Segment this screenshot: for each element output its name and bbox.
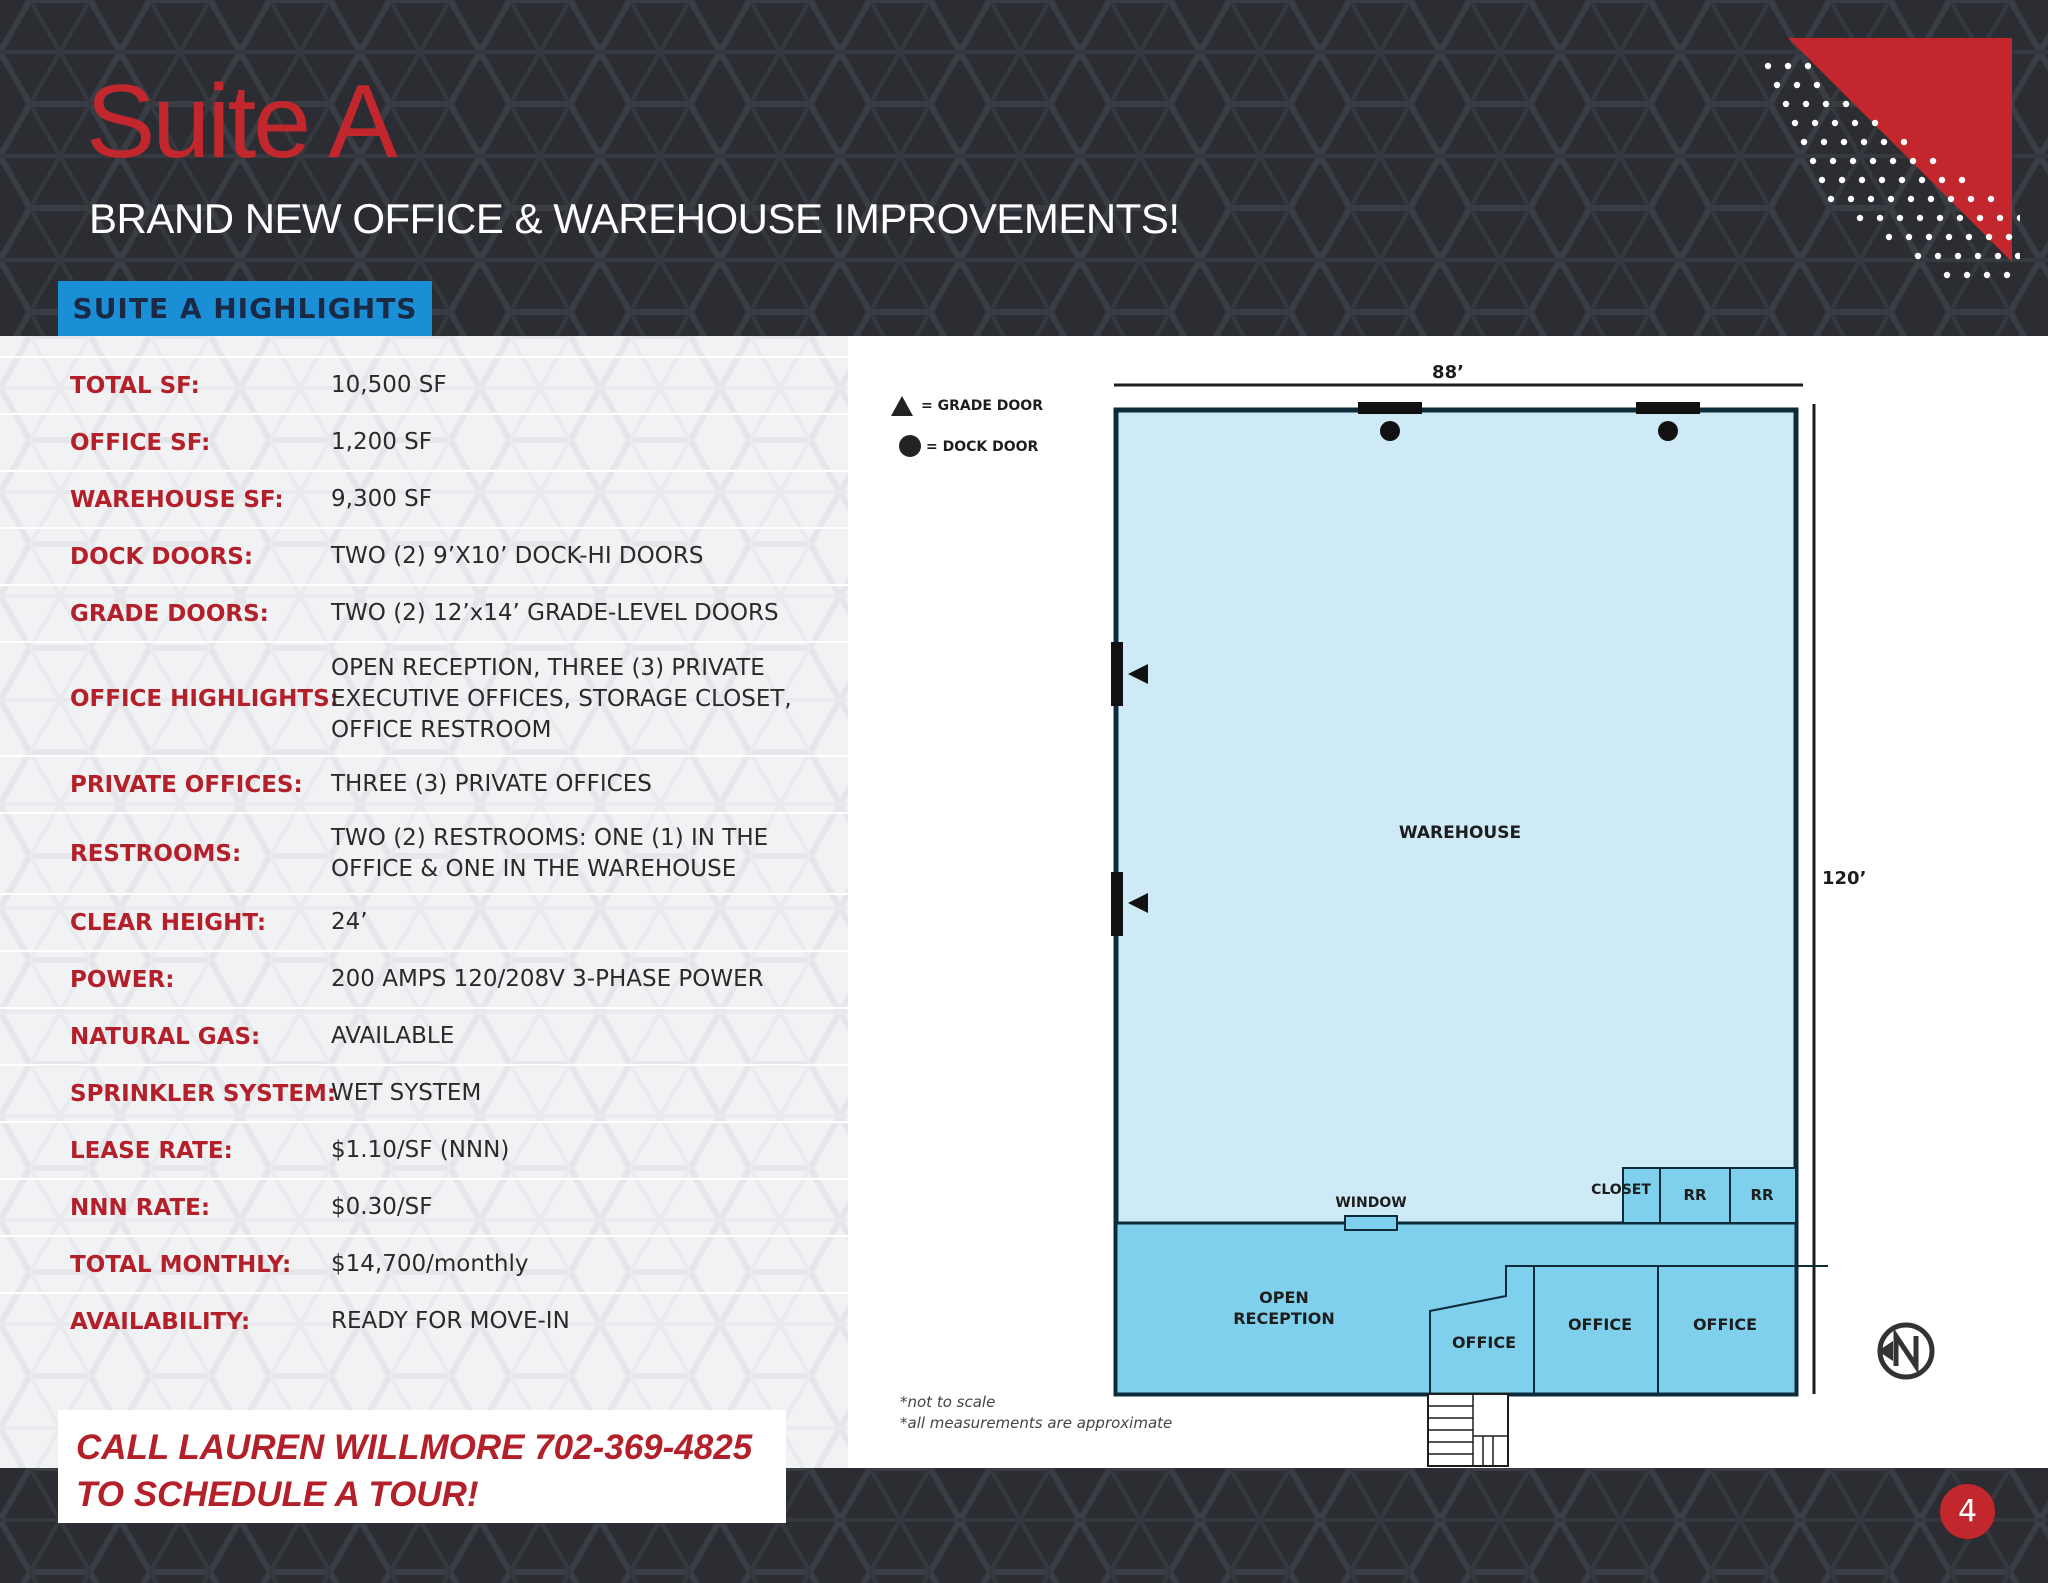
- dock-door-1-icon: [1380, 421, 1400, 441]
- note-approximate: *all measurements are approximate: [900, 1414, 1173, 1432]
- highlight-value: READY FOR MOVE-IN: [331, 1308, 570, 1334]
- warehouse-label: WAREHOUSE: [1398, 823, 1522, 843]
- dock-door-legend-icon: [899, 435, 921, 457]
- highlight-label: GRADE DOORS:: [70, 600, 269, 627]
- highlight-row: [0, 812, 848, 893]
- highlight-row: [0, 1007, 848, 1064]
- highlight-row: [0, 893, 848, 950]
- highlights-tab: SUITE A HIGHLIGHTS: [58, 281, 432, 336]
- window-label: WINDOW: [1335, 1195, 1407, 1211]
- highlight-value: 200 AMPS 120/208V 3-PHASE POWER: [331, 966, 764, 992]
- dock-door-2: [1636, 402, 1700, 414]
- highlight-label: POWER:: [70, 966, 175, 993]
- open-reception-label-2: RECEPTION: [1233, 1309, 1335, 1328]
- highlight-label: NATURAL GAS:: [70, 1023, 261, 1050]
- office-area: [1116, 1223, 1796, 1394]
- highlight-row: [0, 950, 848, 1007]
- call-to-action-box: [58, 1410, 786, 1523]
- floor-plan: [848, 336, 2048, 1468]
- highlight-row: [0, 413, 848, 470]
- dock-door-2-icon: [1658, 421, 1678, 441]
- north-arrow-icon: [1878, 1325, 1932, 1377]
- highlight-label: NNN RATE:: [70, 1194, 211, 1221]
- highlight-value: AVAILABLE: [331, 1023, 455, 1049]
- highlight-value: 1,200 SF: [331, 429, 432, 455]
- cta-line-2: TO SCHEDULE A TOUR!: [76, 1475, 479, 1514]
- highlight-value: TWO (2) RESTROOMS: ONE (1) IN THE OFFICE & ONE IN THE WAREHOUSE: [331, 824, 769, 882]
- highlight-row: [0, 755, 848, 812]
- highlight-label: AVAILABILITY:: [70, 1308, 251, 1335]
- legend-dock-door: = DOCK DOOR: [926, 439, 1039, 455]
- width-dimension: 88’: [1432, 362, 1464, 383]
- highlight-row: [0, 470, 848, 527]
- highlight-label: CLEAR HEIGHT:: [70, 909, 267, 936]
- highlight-label: TOTAL SF:: [70, 372, 200, 399]
- floor-plan-drawing: [848, 336, 2048, 1468]
- grade-door-legend-icon: [891, 396, 913, 416]
- highlight-value: 9,300 SF: [331, 486, 432, 512]
- highlight-label: OFFICE SF:: [70, 429, 211, 456]
- highlight-row: [0, 1235, 848, 1292]
- highlight-value: OPEN RECEPTION, THREE (3) PRIVATE EXECUTIVE OFFICES, STORAGE CLOSET, OFFICE RESTROOM: [331, 654, 792, 743]
- highlight-row: [0, 1178, 848, 1235]
- red-triangle-dots-decoration: [1760, 30, 2020, 300]
- office-3-label: OFFICE: [1692, 1315, 1758, 1334]
- highlight-row: [0, 527, 848, 584]
- highlight-row: [0, 1064, 848, 1121]
- window: [1345, 1216, 1397, 1230]
- grade-door-2: [1111, 872, 1123, 936]
- note-not-to-scale: *not to scale: [900, 1393, 996, 1411]
- grade-door-1: [1111, 642, 1123, 706]
- cta-line-1: CALL LAUREN WILLMORE 702-369-4825: [76, 1428, 753, 1467]
- office-2-label: OFFICE: [1567, 1315, 1633, 1334]
- highlight-row: [0, 356, 848, 413]
- highlight-value: $1.10/SF (NNN): [331, 1137, 510, 1163]
- highlight-label: TOTAL MONTHLY:: [70, 1251, 292, 1278]
- highlight-value: TWO (2) 12’x14’ GRADE-LEVEL DOORS: [331, 600, 779, 626]
- highlight-row: [0, 1292, 848, 1349]
- page-subtitle: BRAND NEW OFFICE & WAREHOUSE IMPROVEMENTS!: [89, 195, 1180, 242]
- dock-door-1: [1358, 402, 1422, 414]
- height-dimension: 120’: [1822, 868, 1867, 889]
- highlight-row: [0, 1121, 848, 1178]
- highlight-label: RESTROOMS:: [70, 840, 242, 867]
- highlight-value: 24’: [331, 909, 368, 935]
- highlight-row: [0, 641, 848, 755]
- office-1-label: OFFICE: [1451, 1333, 1517, 1352]
- page-title: Suite A: [86, 64, 395, 180]
- legend-grade-door: = GRADE DOOR: [921, 398, 1043, 414]
- highlight-label: DOCK DOORS:: [70, 543, 254, 570]
- closet-label: CLOSET: [1591, 1182, 1651, 1198]
- highlight-value: TWO (2) 9’X10’ DOCK-HI DOORS: [331, 543, 704, 569]
- highlight-label: SPRINKLER SYSTEM:: [70, 1080, 337, 1107]
- highlight-value: 10,500 SF: [331, 372, 447, 398]
- open-reception-label-1: OPEN: [1259, 1288, 1309, 1307]
- highlight-row: [0, 584, 848, 641]
- highlight-label: LEASE RATE:: [70, 1137, 233, 1164]
- highlight-value: THREE (3) PRIVATE OFFICES: [331, 771, 652, 797]
- page-number-badge: 4: [1940, 1484, 1995, 1539]
- highlight-value: WET SYSTEM: [331, 1080, 482, 1106]
- highlight-label: OFFICE HIGHLIGHTS:: [70, 686, 339, 712]
- highlight-label: WAREHOUSE SF:: [70, 486, 284, 513]
- highlight-value: $14,700/monthly: [331, 1251, 529, 1277]
- restroom-2-label: RR: [1750, 1186, 1774, 1204]
- highlight-label: PRIVATE OFFICES:: [70, 771, 303, 798]
- highlights-panel: [0, 336, 848, 1468]
- restroom-1-label: RR: [1683, 1186, 1707, 1204]
- highlight-value: $0.30/SF: [331, 1194, 433, 1220]
